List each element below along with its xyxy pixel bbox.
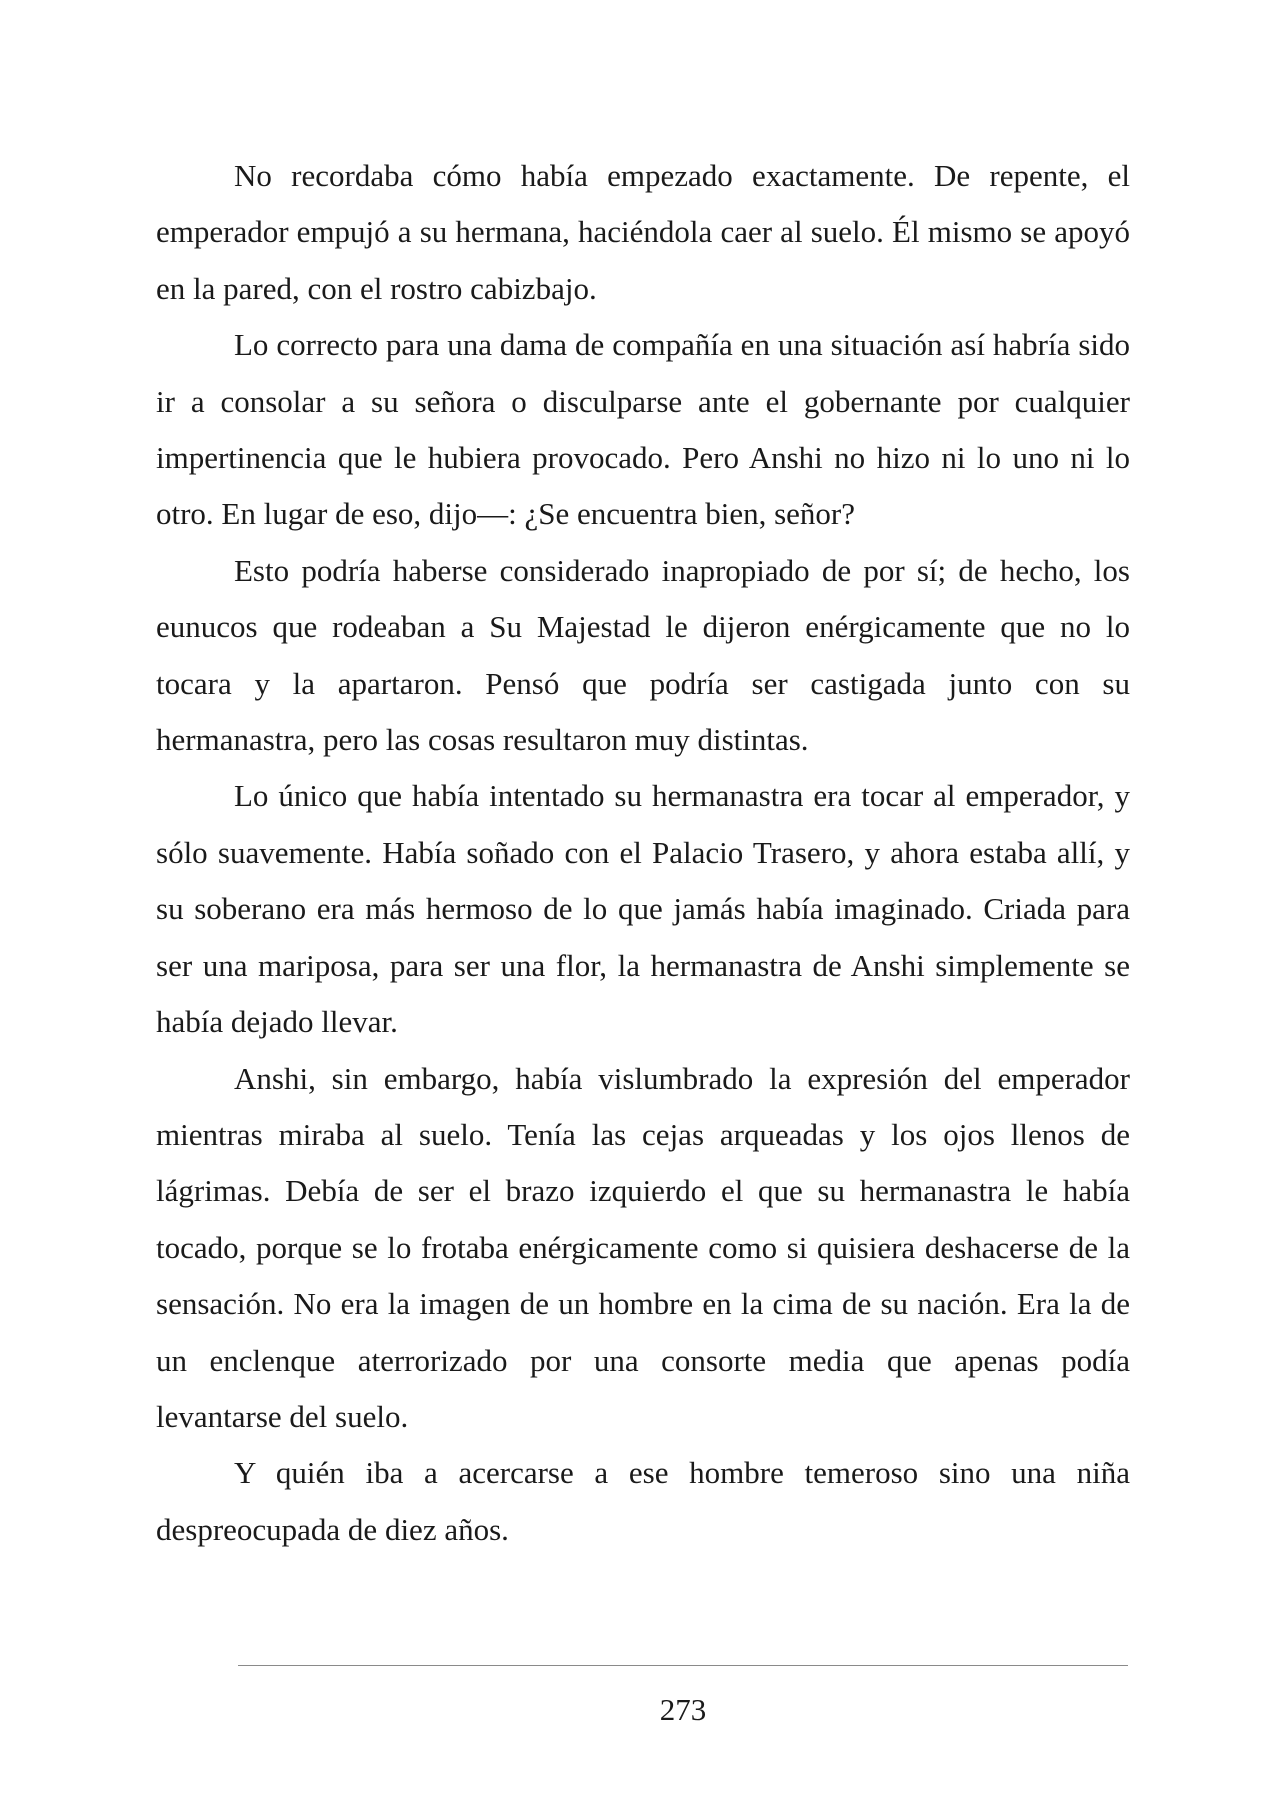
- paragraph-5: Anshi, sin embargo, había vislumbrado la expresión del emperador mientras miraba al suelo. Tenía las cejas arqueadas y los ojos llenos de lágrimas. Debía de ser el brazo izquierdo el que su hermanastra le había tocado, porque se lo frotaba enérgicamente como si quisiera deshacerse de la sensación. No era la imagen de un hombre en la cima de su nación. Era la de un enclenque aterrorizado por una consorte media que apenas podía levantarse del suelo.: [156, 1060, 1130, 1434]
- paragraph-2: Lo correcto para una dama de compañía en una situación así habría sido ir a consolar a su señora o disculparse ante el gobernante por cualquier impertinencia que le hubiera provocado. Pero Anshi no hizo ni lo uno ni lo otro. En lugar de eso, dijo—: ¿Se encuentra bien, señor?: [156, 327, 1130, 532]
- page-number: 273: [659, 1692, 707, 1727]
- paragraph-6: Y quién iba a acercarse a ese hombre temeroso sino una niña despreocupada de diez años.: [156, 1455, 1130, 1547]
- paragraph-3: Esto podría haberse considerado inapropiado de por sí; de hecho, los eunucos que rodeaban a Su Majestad le dijeron enérgicamente que no lo tocara y la apartaron. Pensó que podría ser castigada junto con su hermanastra, pero las cosas resultaron muy distintas.: [156, 552, 1130, 758]
- body-text: [156, 148, 1130, 1558]
- paragraph-1: No recordaba cómo había empezado exactamente. De repente, el emperador empujó a su hermana, haciéndola caer al suelo. Él mismo se apoyó en la pared, con el rostro cabizbajo.: [156, 158, 1130, 306]
- paragraph-4: Lo único que había intentado su hermanastra era tocar al emperador, y sólo suavemente. Había soñado con el Palacio Trasero, y ahora estaba allí, y su soberano era más hermoso de lo que jamás había imaginado. Criada para ser una mariposa, para ser una flor, la hermanastra de Anshi simplemente se había dejado llevar.: [156, 778, 1130, 1040]
- footer-divider: [238, 1665, 1128, 1666]
